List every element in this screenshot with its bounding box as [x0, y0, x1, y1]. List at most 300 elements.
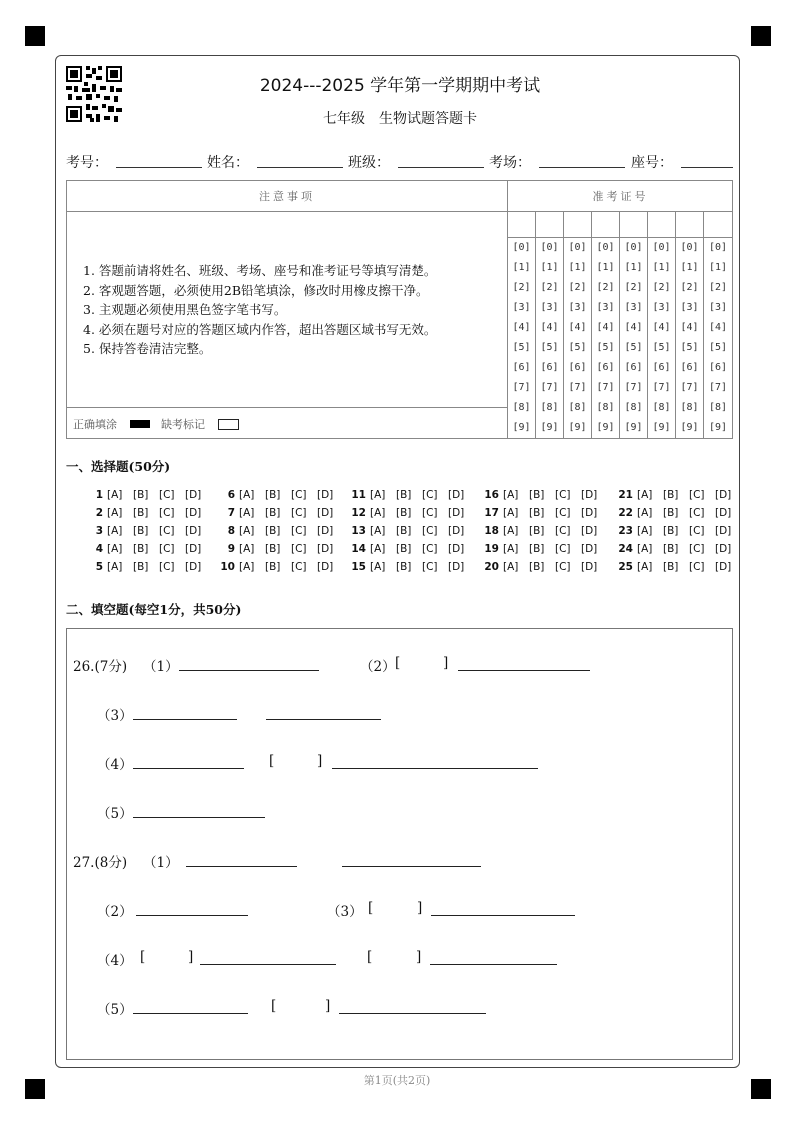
admission-number-grid: [508, 212, 733, 439]
digit-bubble[interactable]: [1]: [540, 262, 559, 273]
digit-bubble[interactable]: [4]: [652, 322, 671, 333]
digit-bubble[interactable]: [3]: [512, 302, 531, 313]
name-label: 姓名：: [207, 155, 249, 171]
answer-bubble[interactable]: [B]: [133, 561, 149, 573]
mc-question-row: [348, 561, 474, 579]
q27-1-blank-b[interactable]: [342, 866, 481, 867]
digit-bubble[interactable]: [0]: [680, 242, 699, 253]
digit-bubble[interactable]: [6]: [652, 362, 671, 373]
answer-bubble[interactable]: [C]: [159, 489, 175, 501]
answer-bubble[interactable]: [B]: [396, 507, 412, 519]
question-number: 14: [351, 543, 366, 555]
answer-bubble[interactable]: [C]: [689, 507, 705, 519]
digit-bubble[interactable]: [6]: [680, 362, 699, 373]
class-field[interactable]: [398, 167, 484, 168]
question-number: 9: [227, 543, 235, 555]
notice-item: 3. 主观题必须使用黑色签字笔书写。: [83, 302, 287, 317]
digit-bubble[interactable]: [2]: [652, 282, 671, 293]
answer-bubble[interactable]: [A]: [239, 489, 255, 501]
answer-bubble[interactable]: [A]: [637, 525, 653, 537]
answer-bubble[interactable]: [D]: [581, 543, 598, 555]
mc-question-row: [615, 561, 741, 579]
section1-title: 一、选择题(50分): [66, 459, 171, 474]
digit-bubble[interactable]: [2]: [680, 282, 699, 293]
q26-part5-label: （5）: [97, 806, 133, 822]
seat-number-field[interactable]: [681, 167, 733, 168]
mc-question-row: [348, 507, 474, 525]
answer-bubble[interactable]: [B]: [529, 561, 545, 573]
q26-1-blank[interactable]: [179, 670, 319, 671]
digit-bubble[interactable]: [3]: [540, 302, 559, 313]
answer-bubble[interactable]: [D]: [317, 543, 334, 555]
digit-bubble[interactable]: [6]: [568, 362, 587, 373]
answer-bubble[interactable]: [D]: [317, 561, 334, 573]
qr-code-icon: [66, 66, 122, 122]
answer-bubble[interactable]: [B]: [133, 489, 149, 501]
answer-bubble[interactable]: [B]: [396, 543, 412, 555]
digit-bubble[interactable]: [0]: [708, 242, 728, 253]
fill-example-row: [67, 407, 507, 440]
answer-bubble[interactable]: [B]: [663, 543, 679, 555]
q27-5-blank-b[interactable]: [339, 1013, 486, 1014]
mc-question-row: [481, 489, 607, 507]
digit-bubble[interactable]: [5]: [708, 342, 728, 353]
answer-bubble[interactable]: [C]: [555, 561, 571, 573]
bracket-close: ]: [325, 998, 331, 1014]
answer-bubble[interactable]: [D]: [581, 561, 598, 573]
digit-bubble[interactable]: [0]: [624, 242, 643, 253]
answer-bubble[interactable]: [C]: [555, 489, 571, 501]
digit-bubble[interactable]: [4]: [624, 322, 643, 333]
digit-bubble[interactable]: [0]: [512, 242, 531, 253]
digit-bubble[interactable]: [4]: [568, 322, 587, 333]
digit-bubble[interactable]: [1]: [512, 262, 531, 273]
answer-bubble[interactable]: [A]: [239, 507, 255, 519]
q27-5-blank-a[interactable]: [133, 1013, 248, 1014]
q26-3-blank-b[interactable]: [266, 719, 381, 720]
question-number: 12: [351, 507, 366, 519]
mc-question-row: [217, 543, 343, 561]
answer-bubble[interactable]: [B]: [133, 543, 149, 555]
digit-bubble[interactable]: [3]: [652, 302, 671, 313]
answer-bubble[interactable]: [C]: [159, 543, 175, 555]
mc-question-row: [615, 489, 741, 507]
notice-item: 2. 客观题答题，必须使用2B铅笔填涂，修改时用橡皮擦干净。: [83, 282, 429, 298]
answer-bubble[interactable]: [A]: [370, 561, 386, 573]
digit-bubble[interactable]: [9]: [568, 422, 587, 433]
digit-bubble[interactable]: [9]: [596, 422, 615, 433]
digit-bubble[interactable]: [7]: [568, 382, 587, 393]
question-number: 21: [618, 489, 633, 501]
answer-bubble[interactable]: [B]: [265, 525, 281, 537]
answer-bubble[interactable]: [A]: [107, 525, 123, 537]
mc-question-row: [348, 525, 474, 543]
answer-bubble[interactable]: [B]: [529, 489, 545, 501]
q27-4-blank-b[interactable]: [430, 964, 557, 965]
answer-bubble[interactable]: [B]: [396, 525, 412, 537]
absent-mark-box[interactable]: [218, 419, 239, 430]
digit-bubble[interactable]: [8]: [624, 402, 643, 413]
digit-write-box[interactable]: [676, 212, 703, 238]
answer-bubble[interactable]: [B]: [663, 507, 679, 519]
question-number: 23: [618, 525, 633, 537]
digit-bubble[interactable]: [4]: [708, 322, 728, 333]
answer-bubble[interactable]: [C]: [159, 507, 175, 519]
answer-bubble[interactable]: [A]: [503, 489, 519, 501]
digit-bubble[interactable]: [3]: [624, 302, 643, 313]
digit-write-box[interactable]: [564, 212, 591, 238]
answer-bubble[interactable]: [A]: [107, 561, 123, 573]
q27-part4-label: （4）: [97, 953, 133, 969]
answer-bubble[interactable]: [D]: [448, 507, 465, 519]
digit-bubble[interactable]: [0]: [652, 242, 671, 253]
exam-room-label: 考场：: [489, 155, 531, 171]
mc-question-group: [615, 489, 741, 579]
absent-mark-label: 缺考标记: [161, 418, 205, 431]
digit-bubble[interactable]: [3]: [708, 302, 728, 313]
candidate-info-row: [66, 152, 733, 172]
digit-write-box[interactable]: [536, 212, 563, 238]
digit-bubble[interactable]: [9]: [512, 422, 531, 433]
notice-list: [83, 261, 436, 359]
answer-bubble[interactable]: [C]: [422, 507, 438, 519]
answer-bubble[interactable]: [B]: [265, 561, 281, 573]
q26-part1-label: （1）: [143, 659, 179, 675]
answer-bubble[interactable]: [D]: [715, 543, 732, 555]
answer-bubble[interactable]: [A]: [503, 543, 519, 555]
mc-question-group: [348, 489, 474, 579]
answer-bubble[interactable]: [A]: [370, 489, 386, 501]
digit-bubble[interactable]: [0]: [568, 242, 587, 253]
digit-bubble[interactable]: [1]: [708, 262, 728, 273]
digit-bubble[interactable]: [7]: [596, 382, 615, 393]
class-label: 班级：: [348, 155, 390, 171]
digit-bubble[interactable]: [8]: [596, 402, 615, 413]
name-field[interactable]: [257, 167, 343, 168]
digit-bubble[interactable]: [0]: [596, 242, 615, 253]
answer-bubble[interactable]: [C]: [689, 543, 705, 555]
section2-title: 二、填空题(每空1分，共50分): [66, 602, 242, 617]
digit-bubble[interactable]: [5]: [680, 342, 699, 353]
bracket-open: [: [269, 753, 275, 769]
digit-bubble[interactable]: [6]: [708, 362, 728, 373]
digit-bubble[interactable]: [5]: [596, 342, 615, 353]
answer-bubble[interactable]: [C]: [422, 525, 438, 537]
answer-bubble[interactable]: [B]: [133, 525, 149, 537]
digit-bubble[interactable]: [5]: [512, 342, 531, 353]
mc-question-row: [348, 543, 474, 561]
digit-bubble[interactable]: [5]: [624, 342, 643, 353]
admission-digit-column: [508, 212, 536, 439]
question-number: 5: [95, 561, 103, 573]
answer-bubble[interactable]: [D]: [317, 489, 334, 501]
digit-bubble[interactable]: [1]: [568, 262, 587, 273]
answer-bubble[interactable]: [D]: [715, 561, 732, 573]
digit-bubble[interactable]: [2]: [596, 282, 615, 293]
question-number: 20: [484, 561, 499, 573]
digit-bubble[interactable]: [8]: [652, 402, 671, 413]
answer-bubble[interactable]: [D]: [448, 489, 465, 501]
notice-item: 4. 必须在题号对应的答题区域内作答，超出答题区域书写无效。: [83, 321, 437, 337]
q27-part2-label: （2）: [97, 904, 133, 920]
answer-bubble[interactable]: [B]: [529, 543, 545, 555]
mc-question-row: [85, 561, 211, 579]
bracket-close: ]: [416, 949, 422, 965]
digit-bubble[interactable]: [9]: [624, 422, 643, 433]
digit-bubble[interactable]: [7]: [680, 382, 699, 393]
answer-bubble[interactable]: [B]: [265, 507, 281, 519]
digit-bubble[interactable]: [4]: [596, 322, 615, 333]
bracket-close: ]: [188, 949, 194, 965]
answer-bubble[interactable]: [D]: [185, 507, 202, 519]
digit-bubble[interactable]: [2]: [512, 282, 531, 293]
q26-part3-label: （3）: [97, 708, 133, 724]
answer-bubble[interactable]: [C]: [555, 507, 571, 519]
digit-bubble[interactable]: [6]: [512, 362, 531, 373]
answer-bubble[interactable]: [D]: [317, 525, 334, 537]
answer-bubble[interactable]: [B]: [663, 561, 679, 573]
question-number: 13: [351, 525, 366, 537]
question-number: 6: [227, 489, 235, 501]
q26-4-blank-a[interactable]: [133, 768, 244, 769]
digit-bubble[interactable]: [9]: [540, 422, 559, 433]
answer-bubble[interactable]: [A]: [503, 561, 519, 573]
bracket-open: [: [368, 900, 374, 916]
answer-bubble[interactable]: [D]: [448, 525, 465, 537]
answer-bubble[interactable]: [D]: [715, 525, 732, 537]
bracket-open: [: [395, 655, 401, 671]
notice-heading: 注意事项: [259, 190, 315, 203]
answer-bubble[interactable]: [C]: [555, 543, 571, 555]
digit-bubble[interactable]: [9]: [708, 422, 728, 433]
digit-bubble[interactable]: [1]: [596, 262, 615, 273]
bracket-close: ]: [443, 655, 449, 671]
answer-bubble[interactable]: [B]: [529, 525, 545, 537]
digit-bubble[interactable]: [1]: [680, 262, 699, 273]
question-27-label: 27.(8分): [73, 855, 128, 871]
admission-digit-column: [592, 212, 620, 439]
answer-bubble[interactable]: [B]: [265, 543, 281, 555]
digit-bubble[interactable]: [8]: [680, 402, 699, 413]
answer-bubble[interactable]: [A]: [370, 507, 386, 519]
question-number: 4: [95, 543, 103, 555]
digit-bubble[interactable]: [7]: [512, 382, 531, 393]
answer-bubble[interactable]: [C]: [689, 561, 705, 573]
question-number: 10: [220, 561, 235, 573]
q27-part5-label: （5）: [97, 1002, 133, 1018]
mc-question-row: [217, 489, 343, 507]
digit-bubble[interactable]: [7]: [708, 382, 728, 393]
answer-bubble[interactable]: [C]: [159, 525, 175, 537]
digit-bubble[interactable]: [1]: [624, 262, 643, 273]
answer-bubble[interactable]: [C]: [689, 525, 705, 537]
admission-digit-column: [676, 212, 704, 439]
digit-bubble[interactable]: [7]: [652, 382, 671, 393]
answer-bubble[interactable]: [D]: [581, 525, 598, 537]
registration-mark-top-left: [25, 26, 45, 46]
mc-question-group: [217, 489, 343, 579]
digit-bubble[interactable]: [8]: [568, 402, 587, 413]
question-number: 3: [95, 525, 103, 537]
digit-write-box[interactable]: [508, 212, 535, 238]
answer-bubble[interactable]: [A]: [370, 525, 386, 537]
answer-bubble[interactable]: [B]: [529, 507, 545, 519]
mc-question-group: [85, 489, 211, 579]
answer-bubble[interactable]: [C]: [422, 561, 438, 573]
mc-question-row: [217, 525, 343, 543]
admission-digit-column: [704, 212, 732, 439]
digit-bubble[interactable]: [3]: [596, 302, 615, 313]
seat-number-label: 座号：: [631, 155, 673, 171]
notice-item: 5. 保持答卷清洁完整。: [83, 341, 212, 356]
answer-bubble[interactable]: [B]: [265, 489, 281, 501]
q26-part4-label: （4）: [97, 757, 133, 773]
answer-bubble[interactable]: [A]: [239, 561, 255, 573]
exam-room-field[interactable]: [539, 167, 625, 168]
answer-bubble[interactable]: [C]: [291, 561, 307, 573]
bracket-close: ]: [417, 900, 423, 916]
q27-2-blank[interactable]: [136, 915, 248, 916]
answer-bubble[interactable]: [D]: [185, 489, 202, 501]
answer-bubble[interactable]: [A]: [637, 543, 653, 555]
answer-bubble[interactable]: [C]: [422, 489, 438, 501]
digit-bubble[interactable]: [4]: [512, 322, 531, 333]
answer-bubble[interactable]: [A]: [107, 507, 123, 519]
answer-bubble[interactable]: [A]: [107, 543, 123, 555]
q26-3-blank-a[interactable]: [133, 719, 237, 720]
q27-1-blank-a[interactable]: [186, 866, 297, 867]
mc-question-row: [615, 543, 741, 561]
mc-question-row: [481, 507, 607, 525]
digit-bubble[interactable]: [3]: [568, 302, 587, 313]
answer-bubble[interactable]: [A]: [637, 507, 653, 519]
answer-bubble[interactable]: [C]: [291, 507, 307, 519]
notice-item: 1. 答题前请将姓名、班级、考场、座号和准考证号等填写清楚。: [83, 263, 437, 278]
answer-bubble[interactable]: [D]: [448, 543, 465, 555]
digit-bubble[interactable]: [9]: [652, 422, 671, 433]
answer-bubble[interactable]: [C]: [291, 543, 307, 555]
answer-bubble[interactable]: [B]: [663, 489, 679, 501]
digit-bubble[interactable]: [8]: [512, 402, 531, 413]
digit-write-box[interactable]: [620, 212, 647, 238]
q26-4-blank-b[interactable]: [332, 768, 538, 769]
q26-2-blank[interactable]: [458, 670, 590, 671]
answer-bubble[interactable]: [D]: [185, 561, 202, 573]
digit-bubble[interactable]: [6]: [596, 362, 615, 373]
question-number: 7: [227, 507, 235, 519]
answer-bubble[interactable]: [C]: [291, 525, 307, 537]
mc-question-group: [481, 489, 607, 579]
digit-bubble[interactable]: [7]: [624, 382, 643, 393]
mc-question-row: [615, 507, 741, 525]
answer-bubble[interactable]: [C]: [689, 489, 705, 501]
question-number: 2: [95, 507, 103, 519]
digit-bubble[interactable]: [1]: [652, 262, 671, 273]
answer-bubble[interactable]: [A]: [239, 525, 255, 537]
correct-fill-sample: [130, 420, 150, 428]
answer-bubble[interactable]: [D]: [715, 507, 732, 519]
question-number: 19: [484, 543, 499, 555]
answer-bubble[interactable]: [A]: [239, 543, 255, 555]
mc-question-row: [217, 561, 343, 579]
digit-bubble[interactable]: [2]: [624, 282, 643, 293]
digit-bubble[interactable]: [6]: [540, 362, 559, 373]
fill-in-blank-area: [66, 628, 733, 1060]
digit-write-box[interactable]: [592, 212, 619, 238]
question-number: 25: [618, 561, 633, 573]
answer-bubble[interactable]: [D]: [715, 489, 732, 501]
answer-bubble[interactable]: [A]: [370, 543, 386, 555]
answer-bubble[interactable]: [D]: [185, 543, 202, 555]
q27-3-blank[interactable]: [431, 915, 575, 916]
question-number: 18: [484, 525, 499, 537]
answer-bubble[interactable]: [B]: [396, 489, 412, 501]
digit-bubble[interactable]: [8]: [708, 402, 728, 413]
answer-bubble[interactable]: [D]: [185, 525, 202, 537]
exam-number-label: 考号：: [66, 155, 108, 171]
answer-bubble[interactable]: [C]: [555, 525, 571, 537]
digit-bubble[interactable]: [4]: [680, 322, 699, 333]
digit-bubble[interactable]: [8]: [540, 402, 559, 413]
answer-bubble[interactable]: [B]: [663, 525, 679, 537]
digit-bubble[interactable]: [5]: [540, 342, 559, 353]
question-26-label: 26.(7分): [73, 659, 128, 675]
digit-bubble[interactable]: [6]: [624, 362, 643, 373]
admission-digit-column: [620, 212, 648, 439]
answer-bubble[interactable]: [A]: [637, 489, 653, 501]
digit-bubble[interactable]: [5]: [568, 342, 587, 353]
answer-bubble[interactable]: [D]: [581, 489, 598, 501]
exam-subtitle: 七年级 生物试题答题卡: [323, 111, 477, 127]
answer-bubble[interactable]: [A]: [637, 561, 653, 573]
answer-bubble[interactable]: [C]: [291, 489, 307, 501]
digit-bubble[interactable]: [2]: [708, 282, 728, 293]
question-number: 22: [618, 507, 633, 519]
q27-4-blank-a[interactable]: [200, 964, 336, 965]
digit-bubble[interactable]: [3]: [680, 302, 699, 313]
question-number: 24: [618, 543, 633, 555]
digit-bubble[interactable]: [2]: [568, 282, 587, 293]
answer-bubble[interactable]: [C]: [422, 543, 438, 555]
digit-bubble[interactable]: [0]: [540, 242, 559, 253]
answer-bubble[interactable]: [C]: [159, 561, 175, 573]
digit-bubble[interactable]: [9]: [680, 422, 699, 433]
admission-digit-column: [564, 212, 592, 439]
mc-question-row: [85, 525, 211, 543]
answer-bubble[interactable]: [B]: [396, 561, 412, 573]
answer-bubble[interactable]: [B]: [133, 507, 149, 519]
mc-question-row: [85, 543, 211, 561]
answer-bubble[interactable]: [D]: [581, 507, 598, 519]
digit-write-box[interactable]: [704, 212, 732, 238]
answer-bubble[interactable]: [A]: [107, 489, 123, 501]
question-number: 1: [95, 489, 103, 501]
answer-bubble[interactable]: [A]: [503, 525, 519, 537]
question-number: 16: [484, 489, 499, 501]
digit-bubble[interactable]: [2]: [540, 282, 559, 293]
digit-write-box[interactable]: [648, 212, 675, 238]
exam-number-field[interactable]: [116, 167, 202, 168]
answer-bubble[interactable]: [D]: [317, 507, 334, 519]
q26-5-blank[interactable]: [133, 817, 265, 818]
mc-question-row: [217, 507, 343, 525]
digit-bubble[interactable]: [7]: [540, 382, 559, 393]
digit-bubble[interactable]: [4]: [540, 322, 559, 333]
answer-bubble[interactable]: [A]: [503, 507, 519, 519]
mc-question-row: [348, 489, 474, 507]
answer-bubble[interactable]: [D]: [448, 561, 465, 573]
digit-bubble[interactable]: [5]: [652, 342, 671, 353]
